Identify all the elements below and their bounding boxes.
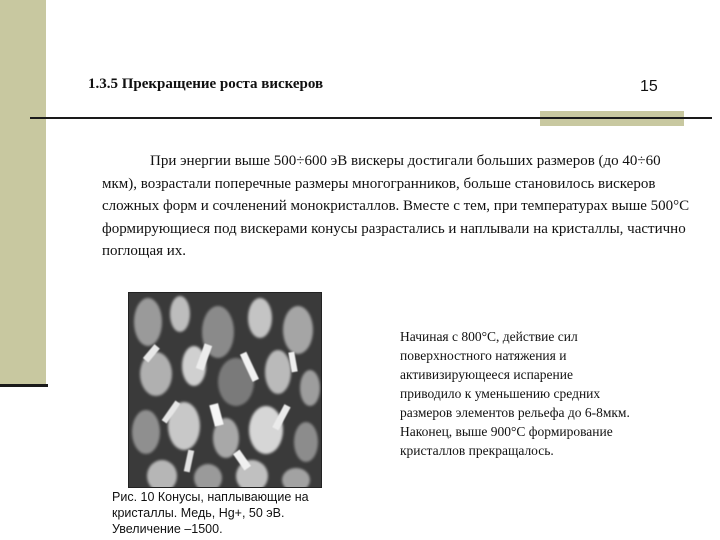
sem-micrograph bbox=[128, 292, 322, 488]
left-accent-band bbox=[0, 0, 46, 384]
page-number: 15 bbox=[640, 78, 658, 95]
figure-caption: Рис. 10 Конусы, наплывающие на кристаллы. Медь, Hg+, 50 эВ. Увеличение –1500. bbox=[112, 490, 309, 536]
side-paragraph: Начиная с 800°С, действие сил поверхностного натяжения и активизирующееся испарение приводило к уменьшению средних размеров элементов рельефа до 6-8мкм. Наконец, выше 900°С формирование кристаллов прекращалось. bbox=[400, 329, 630, 458]
section-title: 1.3.5 Прекращение роста вискеров bbox=[88, 76, 324, 92]
micrograph-image bbox=[128, 292, 322, 488]
left-band-rule bbox=[0, 384, 48, 387]
body-paragraph: При энергии выше 500÷600 эВ вискеры достигали больших размеров (до 40÷60 мкм), возрастали поперечные размеры многогранников, больше становилось вискеров сложных форм и сочленений монокристаллов. Вместе с тем, при температурах выше 500°С формирующиеся под вискерами конусы разрастались и наплывали на кристаллы, частично поглощая их. bbox=[102, 153, 690, 259]
header-rule bbox=[30, 117, 712, 119]
